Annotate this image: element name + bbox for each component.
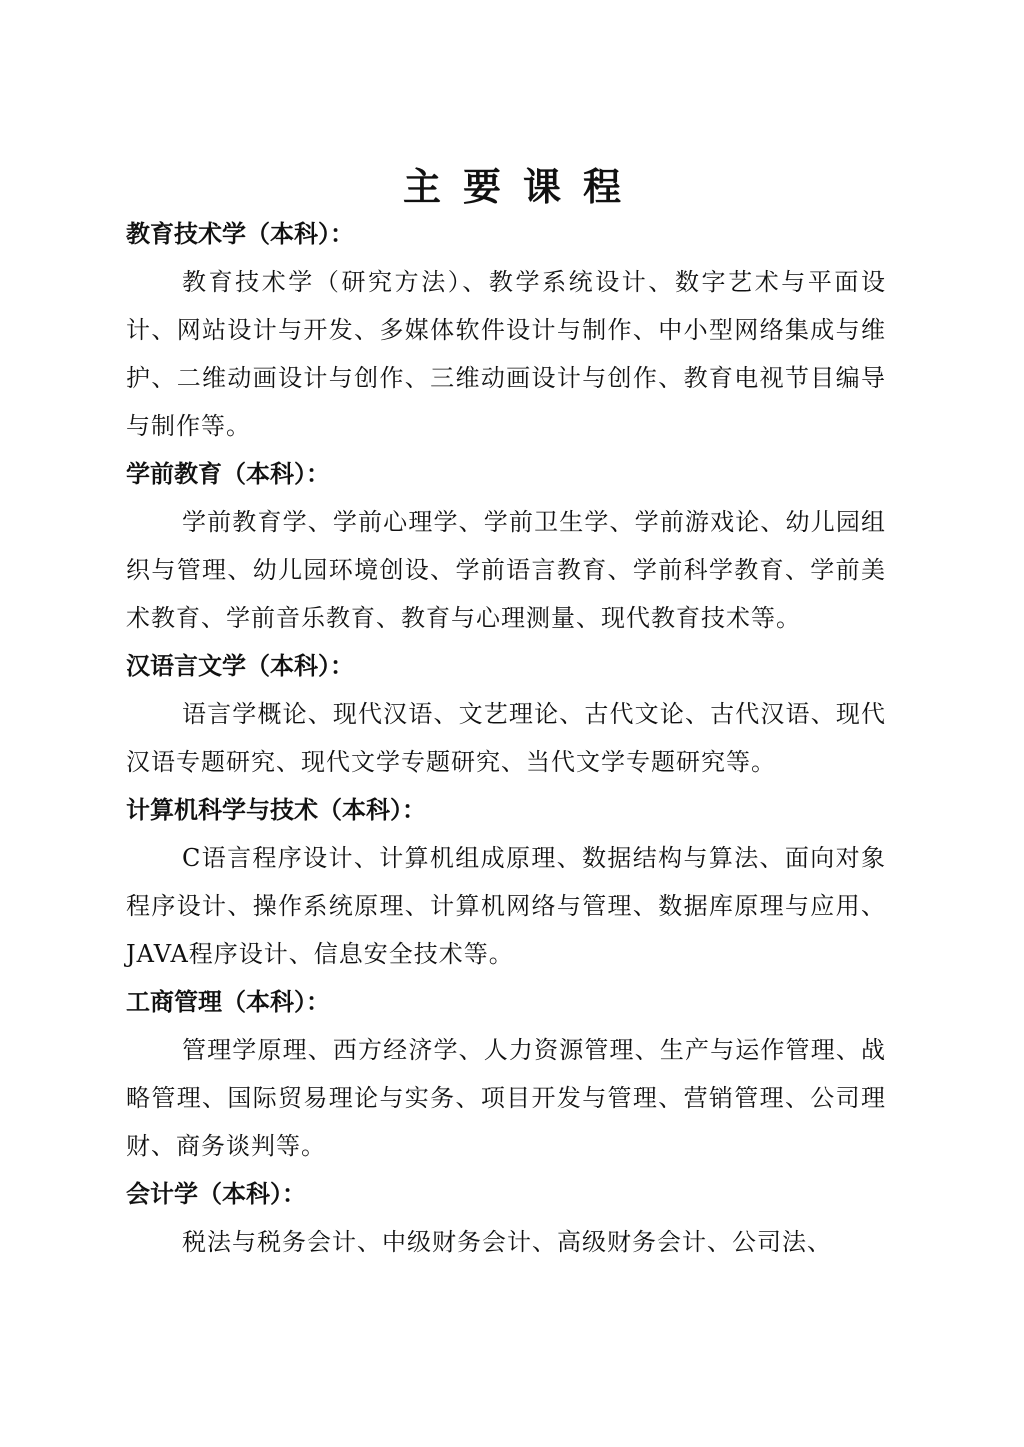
section-chinese-language-literature xyxy=(126,642,886,786)
section-body: 语言学概论、现代汉语、文艺理论、古代文论、古代汉语、现代汉语专题研究、现代文学专题研究、当代文学专题研究等。 xyxy=(126,700,886,776)
section-preschool-education xyxy=(126,450,886,642)
section-heading: 会计学（本科）： xyxy=(126,1180,306,1208)
page-title: 主要课程 xyxy=(402,164,643,210)
section-body: 税法与税务会计、中级财务会计、高级财务会计、公司法、 xyxy=(182,1228,832,1256)
course-list xyxy=(126,210,886,1266)
section-body: 学前教育学、学前心理学、学前卫生学、学前游戏论、幼儿园组织与管理、幼儿园环境创设、学前语言教育、学前科学教育、学前美术教育、学前音乐教育、教育与心理测量、现代教育技术等。 xyxy=(126,508,886,632)
section-business-administration xyxy=(126,978,886,1170)
section-body: C语言程序设计、计算机组成原理、数据结构与算法、面向对象程序设计、操作系统原理、计算机网络与管理、数据库原理与应用、JAVA程序设计、信息安全技术等。 xyxy=(126,844,886,968)
section-computer-science xyxy=(126,786,886,978)
section-body: 教育技术学（研究方法）、教学系统设计、数字艺术与平面设计、网站设计与开发、多媒体软件设计与制作、中小型网络集成与维护、二维动画设计与创作、三维动画设计与创作、教育电视节目编导与制作等。 xyxy=(126,268,886,440)
section-heading: 工商管理（本科）： xyxy=(126,988,330,1016)
section-heading: 计算机科学与技术（本科）： xyxy=(126,796,426,824)
section-educational-technology xyxy=(126,210,886,450)
section-body: 管理学原理、西方经济学、人力资源管理、生产与运作管理、战略管理、国际贸易理论与实务、项目开发与管理、营销管理、公司理财、商务谈判等。 xyxy=(126,1036,886,1160)
section-heading: 汉语言文学（本科）： xyxy=(126,652,354,680)
section-heading: 学前教育（本科）： xyxy=(126,460,330,488)
section-accounting xyxy=(126,1170,886,1266)
section-heading: 教育技术学（本科）： xyxy=(126,220,354,248)
